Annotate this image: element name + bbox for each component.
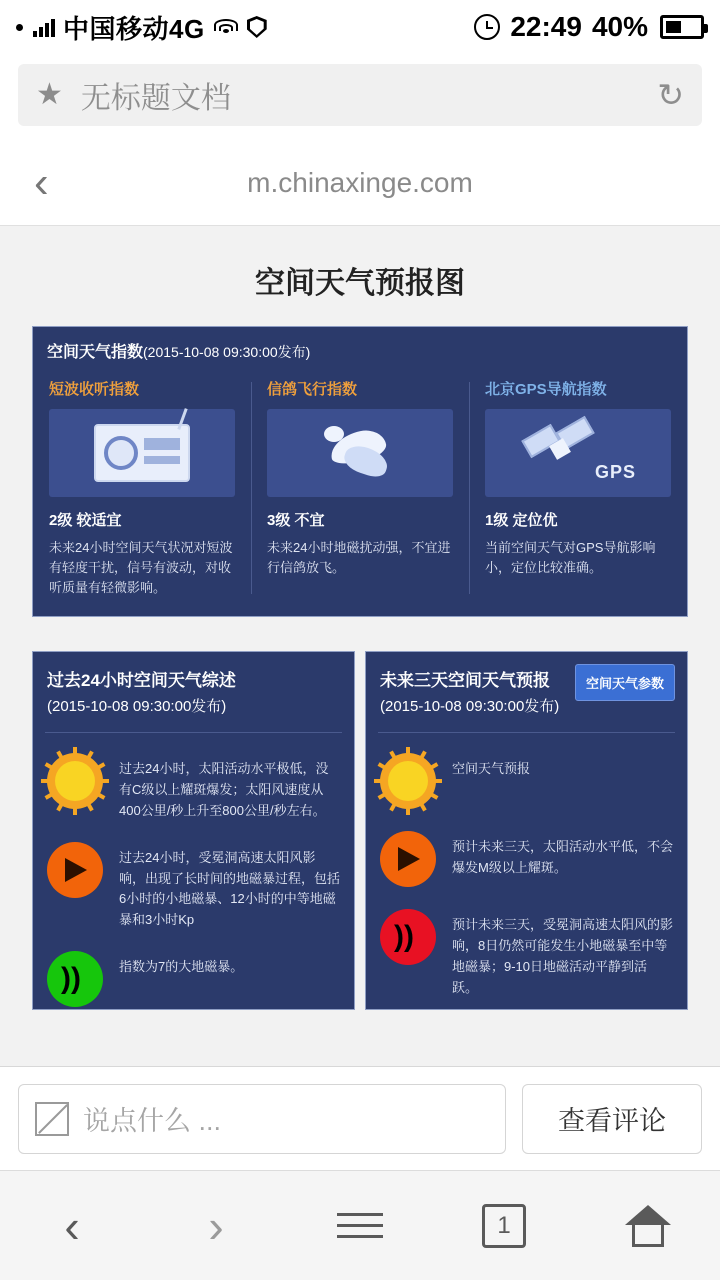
comment-input[interactable] <box>18 1084 506 1154</box>
past-row-2-text: 过去24小时，受冕洞高速太阳风影响，出现了长时间的地磁暴过程，包括6小时的小地磁暴、12小时的中等地磁暴和3小时Kp <box>119 849 341 928</box>
next-3days-panel <box>365 651 688 1010</box>
index-panel-header <box>33 327 687 372</box>
page-title: 空间天气预报图 <box>255 267 465 300</box>
past-row-1-text: 过去24小时，太阳活动水平极低，没有C级以上耀斑爆发；太阳风速度从400公里/秒上升至800公里/秒左右。 <box>119 761 329 819</box>
reload-icon[interactable]: ↻ <box>657 77 684 113</box>
past-panel-date: (2015-10-08 09:30:00发布) <box>47 698 227 716</box>
chevron-right-icon: › <box>208 1199 224 1252</box>
past-24h-panel <box>32 651 355 1010</box>
index-name: 信鸽飞行指数 <box>267 381 358 398</box>
index-name: 短波收听指数 <box>49 381 140 398</box>
future-row-2 <box>366 811 687 889</box>
nav-tabs-button[interactable] <box>432 1204 576 1248</box>
index-name: 北京GPS导航指数 <box>485 381 607 398</box>
comment-bar <box>0 1066 720 1170</box>
past-panel-header <box>33 652 354 726</box>
index-columns <box>33 372 687 616</box>
comment-placeholder: 说点什么 ... <box>83 1106 222 1136</box>
future-panel-title: 未来三天空间天气预报 <box>380 671 550 691</box>
nav-menu-button[interactable] <box>288 1205 432 1246</box>
status-time: 22:49 <box>510 11 582 42</box>
index-level: 2级 较适宜 <box>49 512 122 529</box>
dove-icon <box>267 409 453 497</box>
battery-icon <box>660 15 704 39</box>
web-content <box>0 226 720 1066</box>
index-column-gps <box>469 378 687 598</box>
future-panel-date: (2015-10-08 09:30:00发布) <box>380 698 560 716</box>
index-column-shortwave <box>33 378 251 598</box>
summary-panels <box>32 651 688 1010</box>
future-row-3-text: 预计未来三天，受冕洞高速太阳风的影响，8日仍然可能发生小地磁暴至中等地磁暴；9-10日地磁活动平静到活跃。 <box>452 917 674 995</box>
view-comments-button[interactable]: 查看评论 <box>522 1084 702 1154</box>
carrier-label: 中国移动4G <box>63 13 205 44</box>
magnetic-arrow-icon <box>47 842 105 900</box>
space-weather-params-button[interactable]: 空间天气参数 <box>575 664 675 701</box>
tabs-icon <box>482 1204 526 1248</box>
past-row-1 <box>33 733 354 821</box>
past-row-3-text: 指数为7的大地磁暴。 <box>119 959 244 974</box>
index-panel-subtitle: (2015-10-08 09:30:00发布) <box>143 344 311 360</box>
index-desc: 未来24小时空间天气状况对短波有轻度干扰，信号有波动，对收听质量有轻微影响。 <box>49 540 233 596</box>
index-level: 3级 不宜 <box>267 512 325 529</box>
radio-icon <box>49 409 235 497</box>
nav-home-button[interactable] <box>576 1205 720 1247</box>
dove-icon-shape <box>322 422 398 484</box>
pencil-icon <box>35 1102 69 1136</box>
index-column-pigeon <box>251 378 469 598</box>
status-bar <box>0 0 720 54</box>
index-desc: 当前空间天气对GPS导航影响小，定位比较准确。 <box>485 540 656 576</box>
chevron-left-icon: ‹ <box>64 1199 80 1252</box>
radio-icon-shape <box>94 424 190 482</box>
index-desc: 未来24小时地磁扰动强，不宜进行信鸽放飞。 <box>267 540 451 576</box>
status-dot-icon <box>16 24 23 31</box>
document-title-bar <box>0 54 720 140</box>
future-row-2-text: 预计未来三天，太阳活动水平低，不会爆发M级以上耀斑。 <box>452 839 674 876</box>
shield-icon <box>247 16 267 38</box>
hamburger-icon <box>337 1205 383 1246</box>
back-chevron-icon[interactable]: ‹ <box>34 157 49 207</box>
magnetic-arrow-icon <box>380 831 438 889</box>
satellite-icon <box>485 409 671 497</box>
gps-label: GPS <box>594 462 636 482</box>
past-row-3 <box>33 931 354 1009</box>
battery-percent: 40% <box>591 11 648 42</box>
index-panel-title: 空间天气指数 <box>47 344 144 361</box>
status-left <box>16 9 267 46</box>
url-text: m.chinaxinge.com <box>247 166 473 198</box>
alarm-clock-icon <box>474 14 500 40</box>
star-icon[interactable]: ★ <box>36 78 63 111</box>
past-panel-title: 过去24小时空间天气综述 <box>47 671 236 691</box>
status-right <box>474 11 704 43</box>
future-row-3 <box>366 889 687 998</box>
past-row-2 <box>33 822 354 931</box>
index-level: 1级 定位优 <box>485 512 558 529</box>
nav-back-button[interactable] <box>0 1199 144 1252</box>
home-icon <box>625 1205 671 1247</box>
signal-bars-icon <box>33 17 55 37</box>
future-row-1-text: 空间天气预报 <box>452 761 531 777</box>
red-alert-icon: )) <box>380 909 438 967</box>
nav-forward-button[interactable] <box>144 1199 288 1252</box>
sun-icon <box>380 753 438 811</box>
wifi-icon <box>213 17 239 37</box>
url-bar[interactable] <box>0 140 720 226</box>
document-title: 无标题文档 <box>80 82 231 115</box>
future-row-1 <box>366 733 687 811</box>
space-weather-index-panel <box>32 326 688 617</box>
browser-nav-bar <box>0 1170 720 1280</box>
sun-icon <box>47 753 105 811</box>
tab-count: 1 <box>497 1211 511 1239</box>
green-alert-icon: )) <box>47 951 105 1009</box>
document-title-field[interactable] <box>18 64 702 126</box>
satellite-icon-shape <box>518 421 638 485</box>
